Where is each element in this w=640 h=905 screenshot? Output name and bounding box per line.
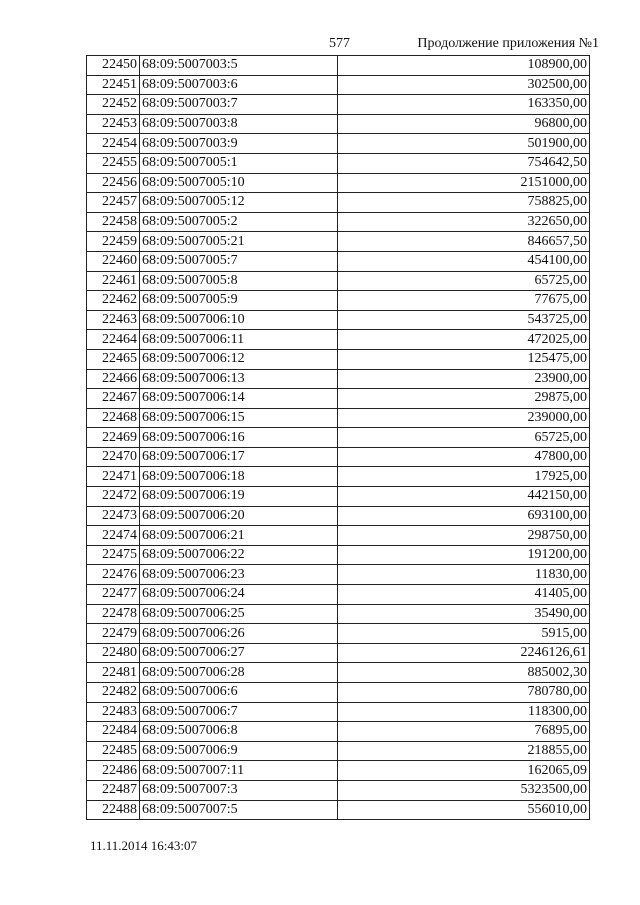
- cadastral-number-cell: 68:09:5007003:5: [140, 56, 338, 76]
- cadastral-number-cell: 68:09:5007006:28: [140, 663, 338, 683]
- row-number-cell: 22458: [87, 212, 140, 232]
- print-timestamp: 11.11.2014 16:43:07: [90, 838, 198, 853]
- table-row: [87, 447, 590, 467]
- cadastral-number-cell: 68:09:5007005:2: [140, 212, 338, 232]
- table-row: [87, 408, 590, 428]
- cadastral-number-cell: 68:09:5007005:8: [140, 271, 338, 291]
- cadastral-number-cell: 68:09:5007007:3: [140, 780, 338, 800]
- row-number-cell: 22483: [87, 702, 140, 722]
- cadastral-number-cell: 68:09:5007006:25: [140, 604, 338, 624]
- cadastral-number-cell: 68:09:5007005:1: [140, 153, 338, 173]
- table-row: [87, 389, 590, 409]
- cadastral-value-cell: 780780,00: [338, 683, 590, 703]
- row-number-cell: 22464: [87, 330, 140, 350]
- cadastral-value-cell: 846657,50: [338, 232, 590, 252]
- cadastral-number-cell: 68:09:5007003:7: [140, 95, 338, 115]
- row-number-cell: 22457: [87, 193, 140, 213]
- cadastral-number-cell: 68:09:5007006:18: [140, 467, 338, 487]
- appendix-continuation-title: Продолжение приложения №1: [417, 36, 599, 51]
- cadastral-value-cell: 41405,00: [338, 585, 590, 605]
- table-row: [87, 741, 590, 761]
- row-number-cell: 22487: [87, 780, 140, 800]
- cadastral-value-cell: 96800,00: [338, 114, 590, 134]
- cadastral-number-cell: 68:09:5007006:10: [140, 310, 338, 330]
- cadastral-number-cell: 68:09:5007006:24: [140, 585, 338, 605]
- cadastral-value-cell: 472025,00: [338, 330, 590, 350]
- table-row: [87, 526, 590, 546]
- table-row: [87, 487, 590, 507]
- table-row: [87, 663, 590, 683]
- table-row: [87, 75, 590, 95]
- cadastral-value-cell: 543725,00: [338, 310, 590, 330]
- cadastral-number-cell: 68:09:5007006:6: [140, 683, 338, 703]
- table-row: [87, 780, 590, 800]
- cadastral-value-cell: 47800,00: [338, 447, 590, 467]
- page-number: 577: [329, 36, 350, 51]
- row-number-cell: 22455: [87, 153, 140, 173]
- row-number-cell: 22454: [87, 134, 140, 154]
- cadastral-value-cell: 754642,50: [338, 153, 590, 173]
- cadastral-value-cell: 2151000,00: [338, 173, 590, 193]
- cadastral-value-cell: 758825,00: [338, 193, 590, 213]
- cadastral-value-cell: 239000,00: [338, 408, 590, 428]
- cadastral-value-cell: 162065,09: [338, 761, 590, 781]
- table-row: [87, 506, 590, 526]
- cadastral-number-cell: 68:09:5007007:5: [140, 800, 338, 820]
- table-row: [87, 193, 590, 213]
- table-row: [87, 545, 590, 565]
- row-number-cell: 22485: [87, 741, 140, 761]
- cadastral-value-cell: 65725,00: [338, 428, 590, 448]
- cadastral-value-cell: 693100,00: [338, 506, 590, 526]
- cadastral-number-cell: 68:09:5007005:12: [140, 193, 338, 213]
- row-number-cell: 22456: [87, 173, 140, 193]
- row-number-cell: 22465: [87, 349, 140, 369]
- table-row: [87, 467, 590, 487]
- cadastral-value-cell: 11830,00: [338, 565, 590, 585]
- row-number-cell: 22474: [87, 526, 140, 546]
- cadastral-value-cell: 118300,00: [338, 702, 590, 722]
- row-number-cell: 22452: [87, 95, 140, 115]
- row-number-cell: 22460: [87, 251, 140, 271]
- cadastral-value-cell: 23900,00: [338, 369, 590, 389]
- row-number-cell: 22467: [87, 389, 140, 409]
- cadastral-number-cell: 68:09:5007005:10: [140, 173, 338, 193]
- row-number-cell: 22461: [87, 271, 140, 291]
- cadastral-value-cell: 302500,00: [338, 75, 590, 95]
- row-number-cell: 22484: [87, 722, 140, 742]
- cadastral-number-cell: 68:09:5007005:21: [140, 232, 338, 252]
- table-row: [87, 428, 590, 448]
- row-number-cell: 22471: [87, 467, 140, 487]
- row-number-cell: 22486: [87, 761, 140, 781]
- row-number-cell: 22476: [87, 565, 140, 585]
- row-number-cell: 22477: [87, 585, 140, 605]
- cadastral-value-cell: 556010,00: [338, 800, 590, 820]
- cadastral-value-cell: 29875,00: [338, 389, 590, 409]
- cadastral-number-cell: 68:09:5007006:13: [140, 369, 338, 389]
- cadastral-number-cell: 68:09:5007006:21: [140, 526, 338, 546]
- table-row: [87, 702, 590, 722]
- row-number-cell: 22488: [87, 800, 140, 820]
- table-row: [87, 624, 590, 644]
- cadastral-value-cell: 454100,00: [338, 251, 590, 271]
- cadastral-value-cell: 77675,00: [338, 291, 590, 311]
- cadastral-number-cell: 68:09:5007006:20: [140, 506, 338, 526]
- cadastral-value-cell: 442150,00: [338, 487, 590, 507]
- cadastral-value-cell: 163350,00: [338, 95, 590, 115]
- cadastral-number-cell: 68:09:5007003:6: [140, 75, 338, 95]
- cadastral-value-cell: 65725,00: [338, 271, 590, 291]
- row-number-cell: 22462: [87, 291, 140, 311]
- cadastral-number-cell: 68:09:5007006:27: [140, 643, 338, 663]
- cadastral-number-cell: 68:09:5007006:22: [140, 545, 338, 565]
- table-row: [87, 761, 590, 781]
- table-row: [87, 310, 590, 330]
- cadastral-value-cell: 35490,00: [338, 604, 590, 624]
- table-row: [87, 565, 590, 585]
- row-number-cell: 22475: [87, 545, 140, 565]
- cadastral-value-cell: 2246126,61: [338, 643, 590, 663]
- table-row: [87, 271, 590, 291]
- cadastral-number-cell: 68:09:5007006:23: [140, 565, 338, 585]
- row-number-cell: 22473: [87, 506, 140, 526]
- row-number-cell: 22481: [87, 663, 140, 683]
- cadastral-value-cell: 108900,00: [338, 56, 590, 76]
- table-row: [87, 369, 590, 389]
- cadastral-number-cell: 68:09:5007006:11: [140, 330, 338, 350]
- table-row: [87, 585, 590, 605]
- table-row: [87, 643, 590, 663]
- table-row: [87, 212, 590, 232]
- cadastral-number-cell: 68:09:5007006:26: [140, 624, 338, 644]
- cadastral-number-cell: 68:09:5007006:14: [140, 389, 338, 409]
- row-number-cell: 22479: [87, 624, 140, 644]
- cadastral-number-cell: 68:09:5007005:9: [140, 291, 338, 311]
- cadastral-number-cell: 68:09:5007006:16: [140, 428, 338, 448]
- table-row: [87, 722, 590, 742]
- table-row: [87, 683, 590, 703]
- cadastral-value-cell: 125475,00: [338, 349, 590, 369]
- cadastral-value-cell: 885002,30: [338, 663, 590, 683]
- table-row: [87, 251, 590, 271]
- table-row: [87, 604, 590, 624]
- table-row: [87, 95, 590, 115]
- table-body: [87, 56, 590, 820]
- cadastral-value-table: [86, 55, 590, 820]
- row-number-cell: 22480: [87, 643, 140, 663]
- table-row: [87, 134, 590, 154]
- row-number-cell: 22469: [87, 428, 140, 448]
- table-row: [87, 349, 590, 369]
- cadastral-number-cell: 68:09:5007006:17: [140, 447, 338, 467]
- row-number-cell: 22450: [87, 56, 140, 76]
- cadastral-number-cell: 68:09:5007006:8: [140, 722, 338, 742]
- table-row: [87, 114, 590, 134]
- cadastral-number-cell: 68:09:5007006:7: [140, 702, 338, 722]
- table-row: [87, 232, 590, 252]
- table-row: [87, 800, 590, 820]
- cadastral-value-cell: 322650,00: [338, 212, 590, 232]
- cadastral-number-cell: 68:09:5007003:9: [140, 134, 338, 154]
- table-row: [87, 291, 590, 311]
- table-row: [87, 153, 590, 173]
- row-number-cell: 22468: [87, 408, 140, 428]
- cadastral-value-cell: 501900,00: [338, 134, 590, 154]
- row-number-cell: 22478: [87, 604, 140, 624]
- row-number-cell: 22453: [87, 114, 140, 134]
- cadastral-value-cell: 298750,00: [338, 526, 590, 546]
- cadastral-number-cell: 68:09:5007003:8: [140, 114, 338, 134]
- cadastral-number-cell: 68:09:5007006:12: [140, 349, 338, 369]
- cadastral-number-cell: 68:09:5007006:9: [140, 741, 338, 761]
- cadastral-value-cell: 5915,00: [338, 624, 590, 644]
- row-number-cell: 22470: [87, 447, 140, 467]
- row-number-cell: 22466: [87, 369, 140, 389]
- table-row: [87, 56, 590, 76]
- row-number-cell: 22463: [87, 310, 140, 330]
- cadastral-number-cell: 68:09:5007007:11: [140, 761, 338, 781]
- row-number-cell: 22482: [87, 683, 140, 703]
- row-number-cell: 22459: [87, 232, 140, 252]
- cadastral-value-cell: 17925,00: [338, 467, 590, 487]
- cadastral-value-cell: 191200,00: [338, 545, 590, 565]
- row-number-cell: 22451: [87, 75, 140, 95]
- cadastral-number-cell: 68:09:5007006:15: [140, 408, 338, 428]
- table-row: [87, 173, 590, 193]
- table-row: [87, 330, 590, 350]
- row-number-cell: 22472: [87, 487, 140, 507]
- cadastral-value-cell: 218855,00: [338, 741, 590, 761]
- cadastral-number-cell: 68:09:5007006:19: [140, 487, 338, 507]
- cadastral-number-cell: 68:09:5007005:7: [140, 251, 338, 271]
- cadastral-value-cell: 5323500,00: [338, 780, 590, 800]
- cadastral-value-cell: 76895,00: [338, 722, 590, 742]
